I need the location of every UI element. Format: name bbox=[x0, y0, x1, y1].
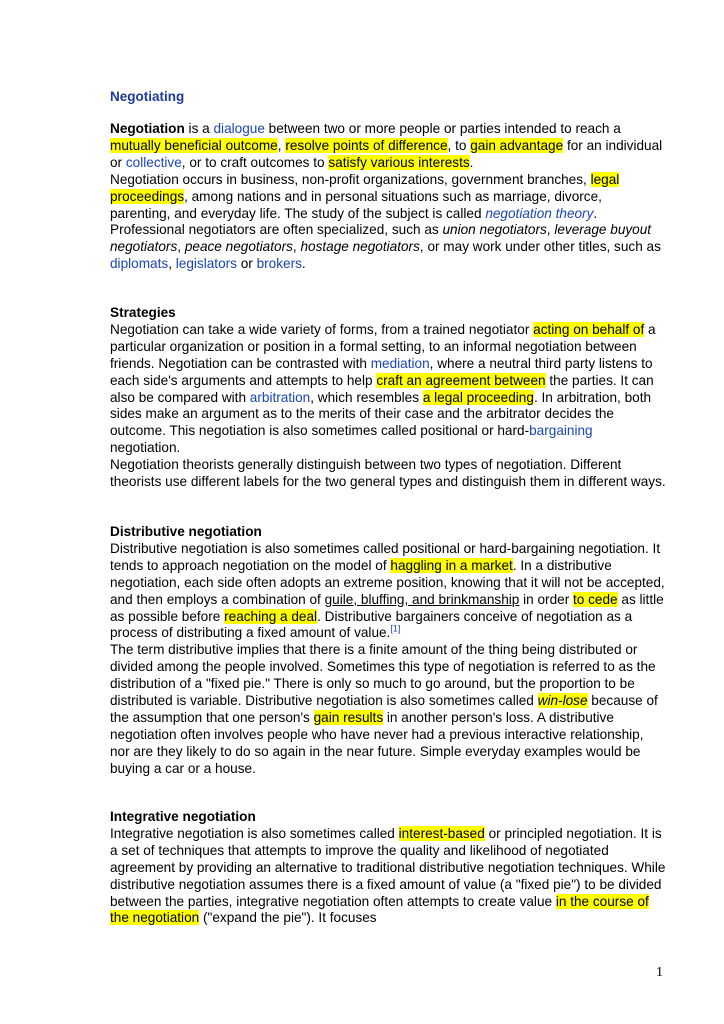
text: , bbox=[277, 137, 286, 153]
text: , or may work under other titles, such as bbox=[419, 239, 661, 255]
highlight: interest-based bbox=[398, 825, 485, 841]
section-heading: Strategies bbox=[110, 305, 176, 320]
text: , to bbox=[447, 137, 471, 153]
link-brokers[interactable]: brokers bbox=[256, 256, 302, 272]
highlight: craft an agreement between bbox=[376, 372, 546, 388]
highlight: gain advantage bbox=[470, 137, 564, 153]
section-heading: Integrative negotiation bbox=[110, 809, 256, 824]
text: Distributive negotiation is also sometimes called positional or hard-bargaining negotiation. It tends to approach negotiation on the model of bbox=[110, 540, 661, 573]
text: or principled negotiation. It is a set of techniques that attempts to improve the quality and likelihood of negotiated agreement by providing an alternative to traditional distributive negotiation techniques. While distributive negotiation assumes there is a fixed amount of value (a "fixed pie") to be divided between the parties, integrative negotiation often attempts to create value bbox=[110, 825, 666, 909]
highlight: a legal proceeding bbox=[422, 389, 534, 405]
link-bargaining[interactable]: bargaining bbox=[529, 423, 593, 439]
text: . Professional negotiators are often specialized, such as bbox=[110, 205, 598, 238]
text: ("expand the pie"). It focuses bbox=[199, 910, 377, 926]
text: , bbox=[168, 256, 176, 272]
section-heading: Distributive negotiation bbox=[110, 524, 262, 539]
highlight: mutually beneficial outcome bbox=[110, 137, 278, 153]
text: in another person's loss. A distributive negotiation often involves people who have never had a previous interactive relationship, nor are they likely to do so again in the near future. Simple everyday examples would be buying a car or a house. bbox=[110, 709, 644, 776]
link-arbitration[interactable]: arbitration bbox=[249, 389, 311, 405]
text: peace negotiators bbox=[184, 239, 293, 255]
text: between two or more people or parties intended to reach a bbox=[264, 121, 621, 136]
link-diplomats[interactable]: diplomats bbox=[110, 256, 169, 272]
link-dialogue[interactable]: dialogue bbox=[213, 121, 265, 136]
text: Negotiation theorists generally distinguish between two types of negotiation. Different theorists use different labels for the two general types and distinguish them in different ways. bbox=[110, 457, 666, 490]
highlight: haggling in a market bbox=[390, 557, 513, 573]
link-mediation[interactable]: mediation bbox=[370, 355, 430, 371]
text: in order bbox=[519, 591, 574, 607]
text: . bbox=[301, 256, 306, 272]
text: The term distributive implies that there is a finite amount of the thing being distributed or divided among the people involved. Sometimes this type of negotiation is referred to as the distribution of a "fixed pie." There is only so much to go around, but the proportion to be distributed is variable. Distributive negotiation is also sometimes called bbox=[110, 642, 656, 709]
text: . Distributive bargainers conceive of negotiation as a process of distributing a fixed amount of value. bbox=[110, 608, 633, 641]
integrative-section bbox=[110, 809, 666, 927]
highlight: in the course of the negotiation bbox=[110, 893, 649, 926]
intro-paragraph bbox=[110, 121, 666, 273]
link-legislators[interactable]: legislators bbox=[175, 256, 237, 272]
text: a particular organization or position in a formal setting, to an informal negotiation between friends. Negotiation can be contrasted with bbox=[110, 321, 656, 371]
text: or bbox=[236, 256, 257, 272]
text: leverage buyout negotiators bbox=[110, 222, 652, 255]
text: , where a neutral third party listens to each side's arguments and attempts to help bbox=[110, 355, 653, 388]
distributive-section bbox=[110, 524, 666, 778]
text: . bbox=[469, 154, 474, 170]
highlight: win-lose bbox=[537, 693, 588, 709]
text: Negotiation occurs in business, non-profit organizations, government branches, bbox=[110, 171, 591, 187]
text: because of the assumption that one person's bbox=[110, 693, 658, 725]
text: , bbox=[546, 222, 555, 238]
text: the parties. It can also be compared with bbox=[110, 372, 654, 405]
highlight: satisfy various interests bbox=[328, 154, 470, 170]
link-negotiation-theory[interactable]: negotiation theory bbox=[485, 205, 594, 221]
term-negotiation: Negotiation bbox=[110, 121, 185, 136]
text: is a bbox=[184, 121, 214, 136]
highlight: gain results bbox=[313, 709, 384, 725]
text: , bbox=[292, 239, 301, 255]
page-number: 1 bbox=[656, 965, 663, 980]
highlight: legal proceedings bbox=[110, 171, 620, 204]
text: for an individual or bbox=[110, 137, 663, 170]
page-title: Negotiating bbox=[110, 89, 185, 104]
text: , among nations and in personal situations such as marriage, divorce, parenting, and everyday life. The study of the subject is called bbox=[110, 188, 602, 221]
highlight: reaching a deal bbox=[224, 608, 318, 624]
text: Negotiation can take a wide variety of forms, from a trained negotiator bbox=[110, 321, 534, 337]
text: union negotiators bbox=[442, 222, 547, 238]
highlight: resolve points of difference bbox=[285, 137, 448, 153]
text: hostage negotiators bbox=[300, 239, 420, 255]
text: as little as possible before bbox=[110, 591, 664, 624]
text: . In arbitration, both sides make an argument as to the merits of their case and the arbitrator decides the outcome. This negotiation is also sometimes called positional or hard- bbox=[110, 389, 652, 439]
underlined-text: guile, bluffing, and brinkmanship bbox=[324, 591, 520, 607]
text: . In a distributive negotiation, each side often adopts an extreme position, knowing that it will not be accepted, and then employs a combination of bbox=[110, 557, 665, 607]
link-collective[interactable]: collective bbox=[125, 154, 182, 170]
highlight: to cede bbox=[573, 591, 618, 607]
text: , bbox=[177, 239, 185, 255]
text: negotiation. bbox=[110, 440, 181, 456]
text: Integrative negotiation is also sometimes called bbox=[110, 825, 399, 841]
text: , which resembles bbox=[310, 389, 423, 405]
reference-link[interactable]: [1] bbox=[390, 623, 401, 634]
highlight: acting on behalf of bbox=[533, 321, 645, 337]
strategies-section bbox=[110, 305, 666, 491]
text: , or to craft outcomes to bbox=[181, 154, 329, 170]
